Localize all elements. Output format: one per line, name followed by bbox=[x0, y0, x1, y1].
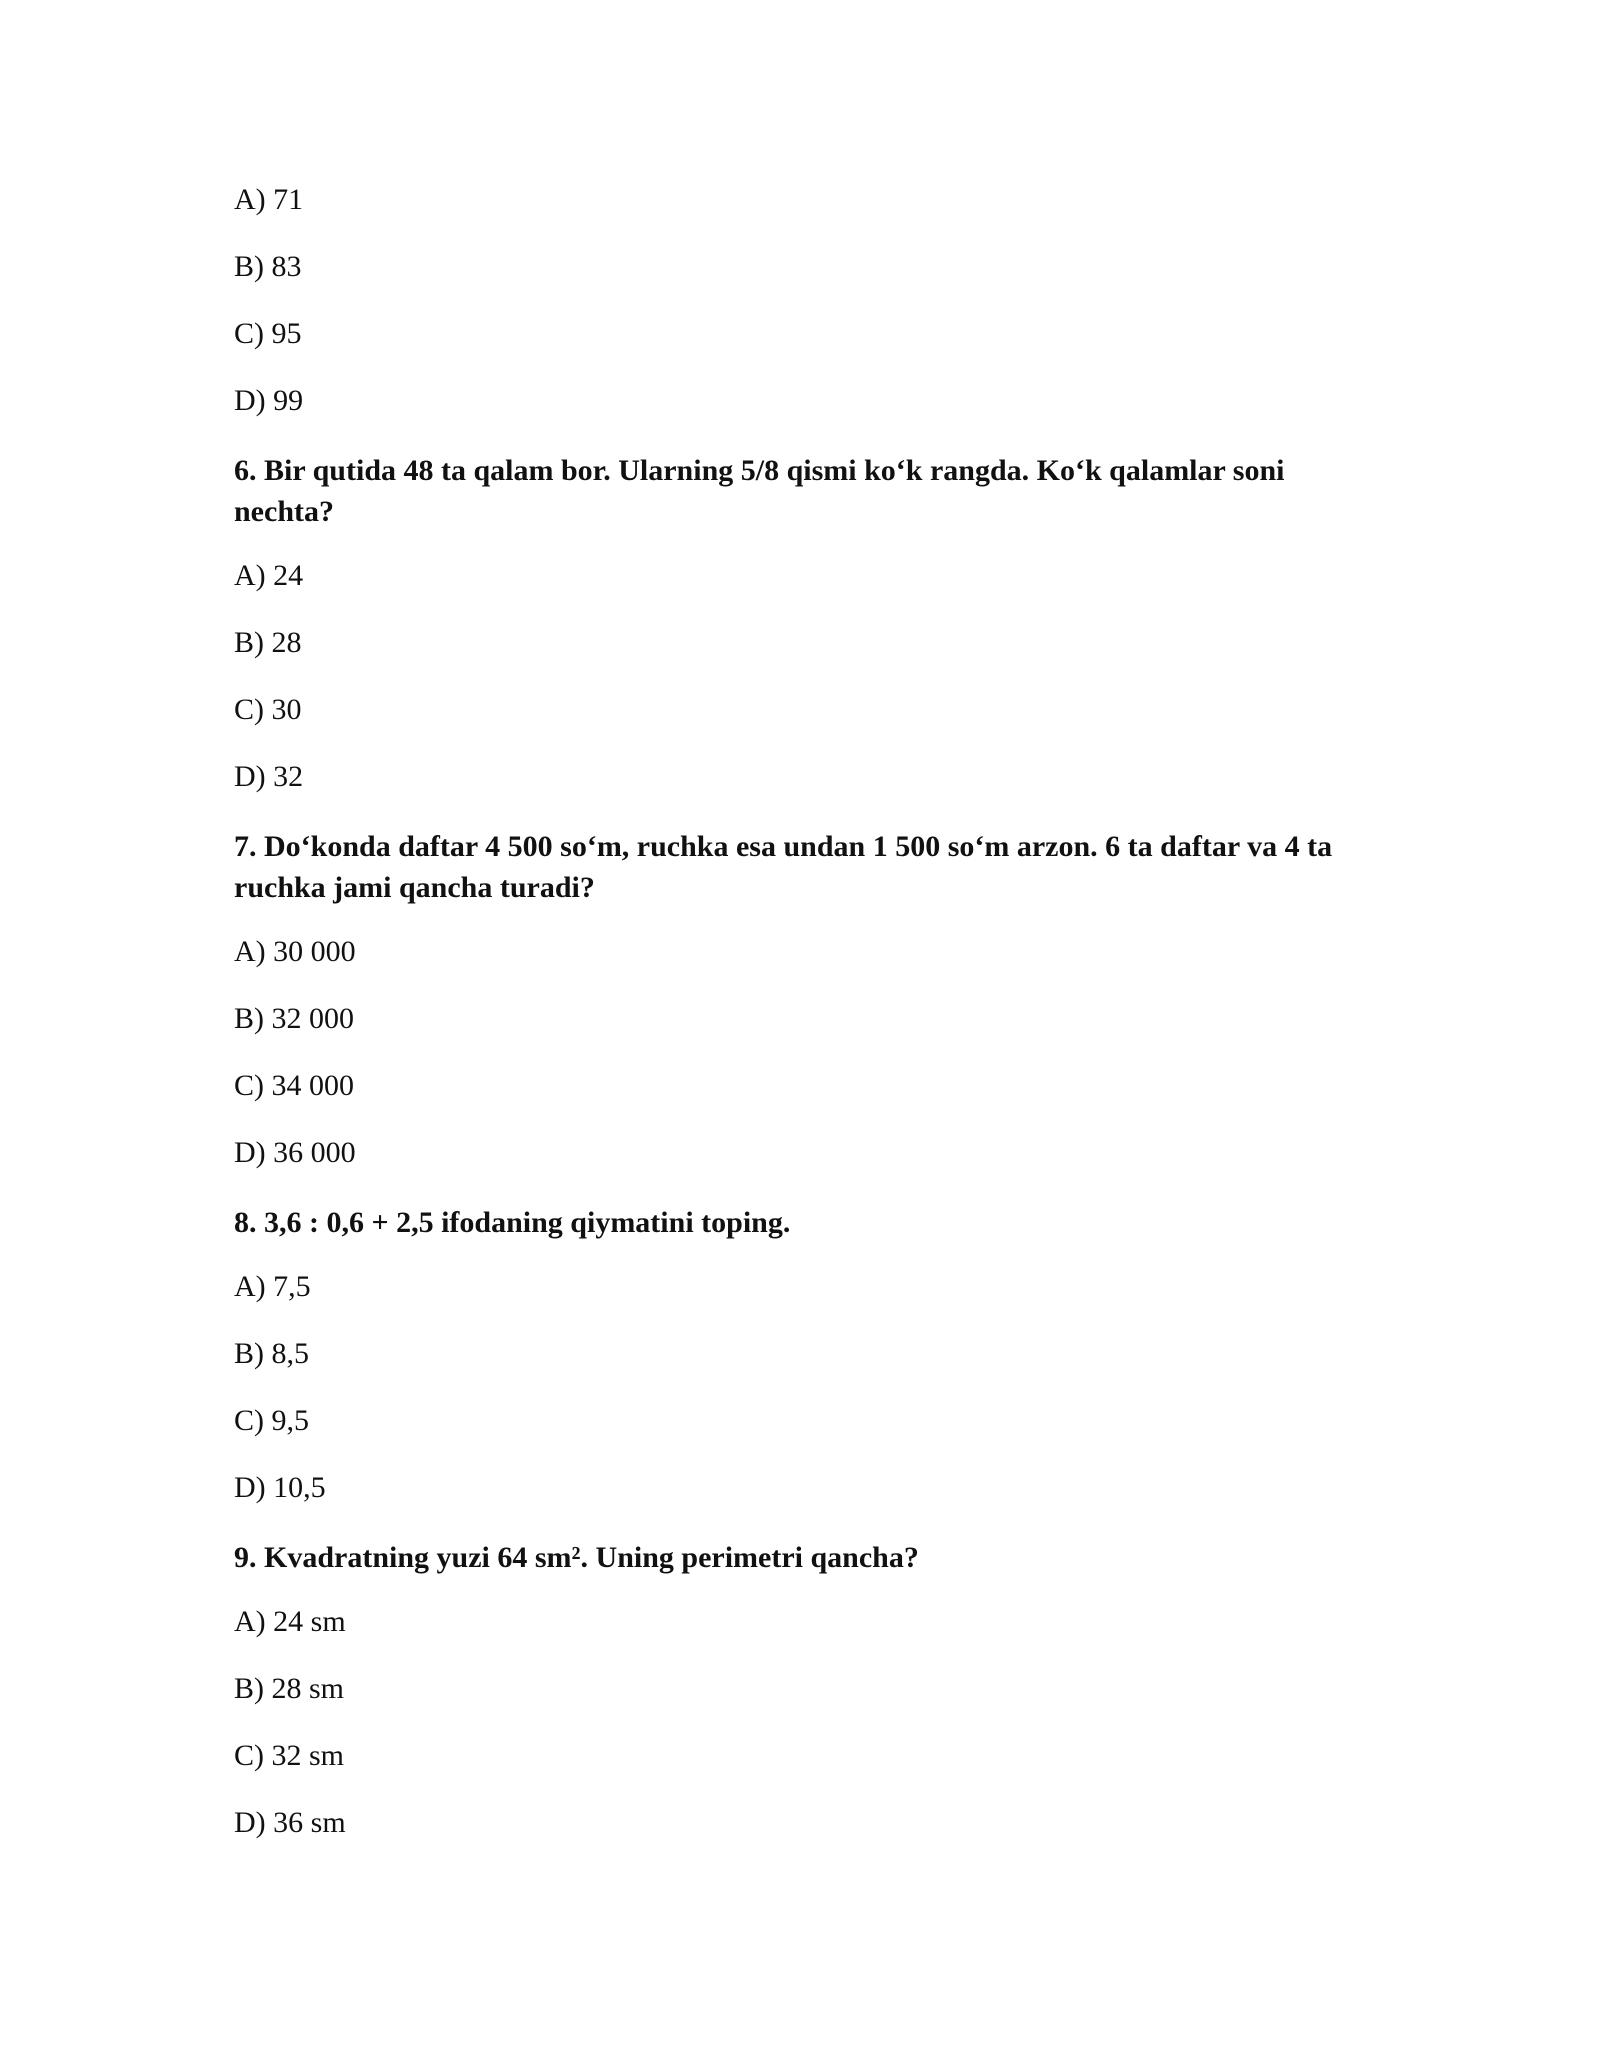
option-d: D) 10,5 bbox=[234, 1471, 326, 1504]
option-c: C) 30 bbox=[234, 693, 302, 726]
option-d: D) 32 bbox=[234, 760, 304, 793]
question-9 bbox=[234, 1537, 1384, 1841]
option-a: A) 24 sm bbox=[234, 1605, 346, 1638]
option-d: D) 36 sm bbox=[234, 1806, 346, 1839]
option-b: B) 83 bbox=[234, 250, 302, 283]
option-c: C) 95 bbox=[234, 317, 302, 350]
option-c: C) 9,5 bbox=[234, 1404, 309, 1437]
option-d: D) 36 000 bbox=[234, 1136, 356, 1169]
option-b: B) 28 sm bbox=[234, 1672, 345, 1705]
option-a: A) 71 bbox=[234, 183, 304, 216]
question-7 bbox=[234, 826, 1384, 1171]
option-b: B) 28 bbox=[234, 626, 302, 659]
previous-question-options bbox=[234, 182, 1384, 419]
question-text: 6. Bir qutida 48 ta qalam bor. Ularning 5/8 qismi ko‘k rangda. Ko‘k qalamlar soni nechta? bbox=[234, 454, 1285, 528]
option-d: D) 99 bbox=[234, 384, 304, 417]
option-a: A) 24 bbox=[234, 559, 304, 592]
option-c: C) 32 sm bbox=[234, 1739, 345, 1772]
question-text: 8. 3,6 : 0,6 + 2,5 ifodaning qiymatini toping. bbox=[234, 1206, 791, 1239]
question-text: 9. Kvadratning yuzi 64 sm². Uning perimetri qancha? bbox=[234, 1541, 919, 1574]
question-8 bbox=[234, 1202, 1384, 1506]
option-b: B) 8,5 bbox=[234, 1337, 309, 1370]
question-text: 7. Do‘konda daftar 4 500 so‘m, ruchka esa undan 1 500 so‘m arzon. 6 ta daftar va 4 ta ruchka jami qancha turadi? bbox=[234, 830, 1333, 904]
option-c: C) 34 000 bbox=[234, 1069, 354, 1102]
option-a: A) 30 000 bbox=[234, 935, 356, 968]
option-b: B) 32 000 bbox=[234, 1002, 354, 1035]
option-a: A) 7,5 bbox=[234, 1270, 311, 1303]
document-page bbox=[234, 182, 1384, 1872]
question-6 bbox=[234, 450, 1384, 795]
